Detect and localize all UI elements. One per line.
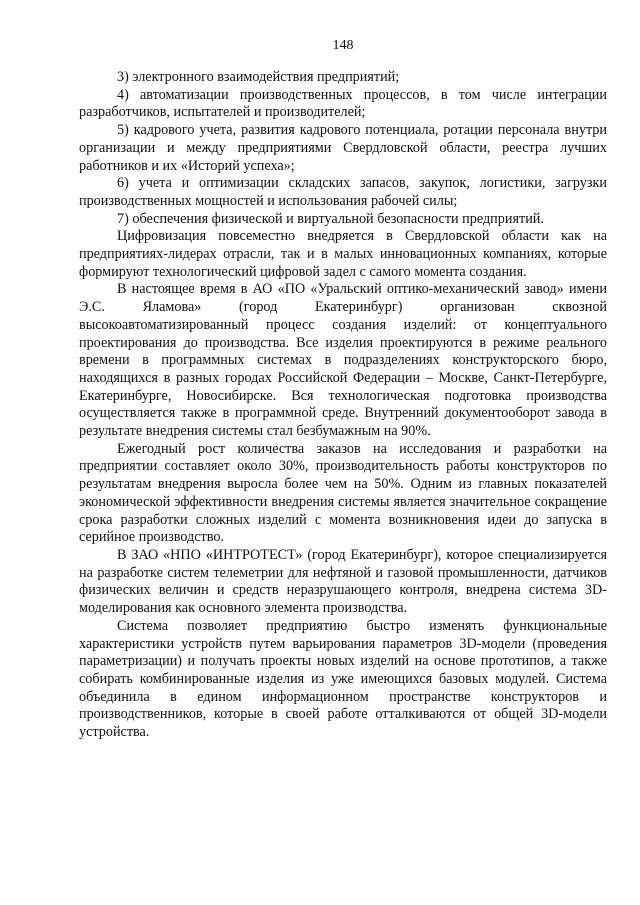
page-number: 148: [332, 38, 354, 53]
list-item-7: 7) обеспечения физической и виртуальной безопасности предприятий.: [117, 210, 544, 227]
paragraph-digitalization: Цифровизация повсеместно внедряется в Свердловской области как на предприятиях-лидерах отрасли, так и в малых инновационных компаниях, которые формируют технологический цифровой задел с самого момента создания.: [79, 228, 607, 280]
list-item-4: 4) автоматизации производственных процессов, в том числе интеграции разработчиков, испытателей и производителей;: [79, 86, 607, 121]
paragraph-orders-growth: Ежегодный рост количества заказов на исследования и разработки на предприятии составляет около 30%, производительность работы конструкторов по результатам внедрения выросла более чем на 50%. Одним из главных показателей экономической эффективности внедрения системы является значительное сокращение срока разработки сложных изделий с момента возникновения идеи до запуска в серийное производство.: [79, 440, 607, 546]
list-item-5: 5) кадрового учета, развития кадрового потенциала, ротации персонала внутри организации и между предприятиями Свердловской области, реестра лучших работников и их «Историй успеха»;: [79, 122, 607, 174]
body-text: [79, 69, 607, 742]
list-item-6: 6) учета и оптимизации складских запасов, закупок, логистики, загрузки производственных мощностей и использования рабочей силы;: [79, 175, 607, 209]
paragraph-introtest: В ЗАО «НПО «ИНТРОТЕСТ» (город Екатеринбург), которое специализируется на разработке систем телеметрии для нефтяной и газовой промышленности, датчиков физических величин и средств неразрушающего контроля, внедрена система 3D-моделирования как основного элемента производства.: [79, 546, 607, 617]
list-item-3: 3) электронного взаимодействия предприятий;: [117, 69, 400, 85]
paragraph-3d-system: Система позволяет предприятию быстро изменять функциональные характеристики устройств путем варьирования параметров 3D-модели (проведения параметризации) и получать проекты новых изделий на основе прототипов, а также собирать комбинированные изделия из уже имеющихся базовых модулей. Система объединила в едином информационном пространстве конструкторов и производственников, которые в своей работе отталкиваются от общей 3D-модели устройства.: [79, 617, 607, 741]
paragraph-uomz: В настоящее время в АО «ПО «Уральский оптико-механический завод» имени Э.С. Яламова» (город Екатеринбург) организован сквозной высокоавтоматизированный процесс создания изделий: от концептуального проектирования до производства. Все изделия проектируются в режиме реального времени в программных системах в подразделениях конструкторского бюро, находящихся в разных городах Российской Федерации – Москве, Санкт-Петербурге, Екатеринбурге, Новосибирске. Вся технологическая подготовка производства осуществляется также в программной среде. Внутренний документооборот завода в результате внедрения системы стал безбумажным на 90%.: [79, 281, 607, 440]
